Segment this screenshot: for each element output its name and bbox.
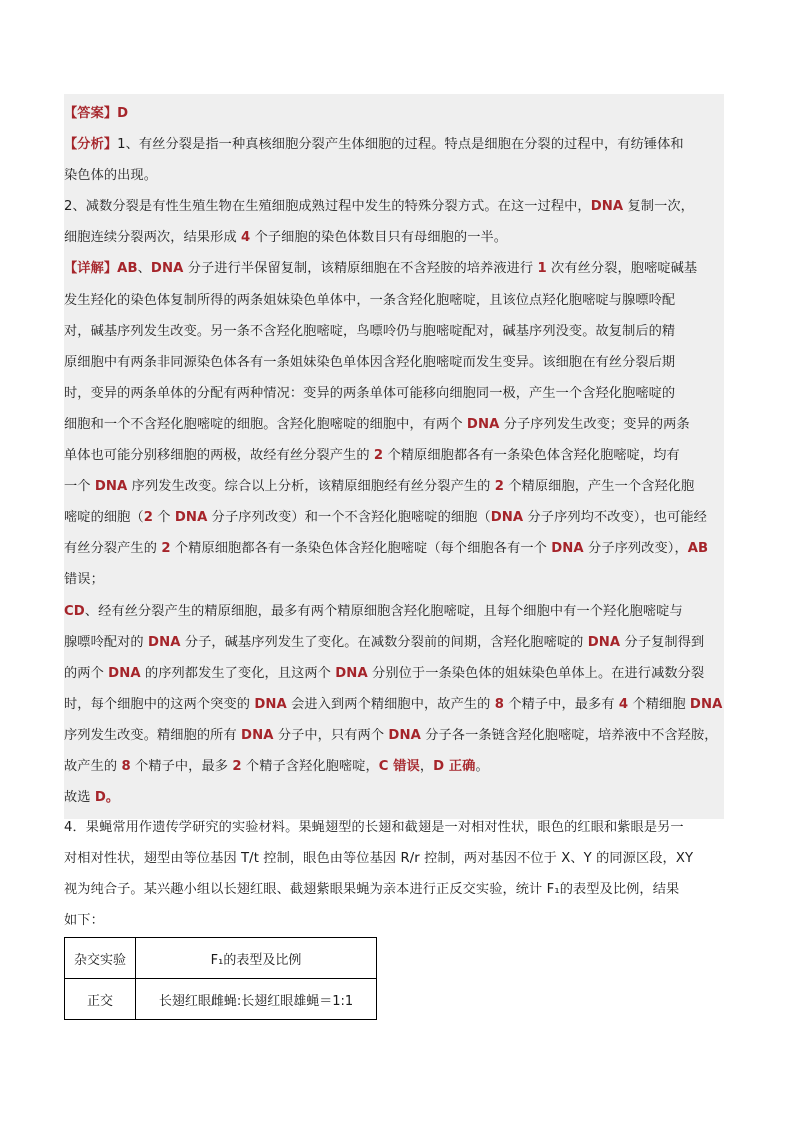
detail-line-8: 一个 DNA 序列发生改变。综合以上分析，该精原细胞经有丝分裂产生的 2 个精原细胞，产生一个含羟化胞 xyxy=(64,479,695,495)
analysis-text-1: 1、有丝分裂是指一种真核细胞分裂产生体细胞的过程。特点是细胞在分裂的过程中，有纺锤体和 xyxy=(117,137,684,153)
answer-line xyxy=(64,98,724,129)
detail-line-12: CD、经有丝分裂产生的精原细胞，最多有两个精原细胞含羟化胞嘧啶，且每个细胞中有一个羟化胞嘧啶与 xyxy=(64,603,683,619)
detail-line-17: 故产生的 8 个精子中，最多 2 个精子含羟化胞嘧啶，C 错误，D 正确。 xyxy=(64,758,489,774)
detail-line-18: 故选 D。 xyxy=(64,790,120,806)
detail-line-5: 时，变异的两条单体的分配有两种情况：变异的两条单体可能移向细胞同一极，产生一个含羟化胞嘧啶的 xyxy=(64,385,676,401)
analysis-text-4a: 细胞连续分裂两次，结果形成 xyxy=(64,230,242,246)
question-4 xyxy=(64,812,744,936)
detail-line-4: 原细胞中有两条非同源染色体各有一条姐妹染色单体因含羟化胞嘧啶而发生变异。该细胞在有丝分裂后期 xyxy=(64,354,676,370)
detail-line-10: 有丝分裂产生的 2 个精原细胞都各有一条染色体含羟化胞嘧啶（每个细胞各有一个 DNA 分子序列改变），AB xyxy=(64,541,709,557)
table-cell: 正交 xyxy=(65,979,136,1020)
detail-line-1 xyxy=(64,253,724,284)
detail-line-16: 序列发生改变。精细胞的所有 DNA 分子中，只有两个 DNA 分子各一条链含羟化胞嘧啶，培养液中不含羟胺， xyxy=(64,727,718,743)
answer-label: 【答案】 xyxy=(64,106,118,121)
question-line-4: 如下： xyxy=(64,913,104,929)
analysis-line-1 xyxy=(64,129,724,160)
table-header-row xyxy=(65,938,377,979)
question-line-3: 视为纯合子。某兴趣小组以长翅红眼、截翅紫眼果蝇为亲本进行正反交实验，统计 F₁的表型及比例，结果 xyxy=(64,882,680,898)
detail-line-3: 对，碱基序列发生改变。另一条不含羟化胞嘧啶，鸟嘌呤仍与胞嘧啶配对，碱基序列没变。故复制后的精 xyxy=(64,323,676,339)
detail-text-1: AB、DNA 分子进行半保留复制，该精原细胞在不含羟胺的培养液进行 1 次有丝分裂，胞嘧啶碱基 xyxy=(117,261,698,277)
table-header-cell: F₁的表型及比例 xyxy=(136,938,377,979)
analysis-text-3b: 复制一次， xyxy=(623,199,694,215)
detail-line-13: 腺嘌呤配对的 DNA 分子，碱基序列发生了变化。在减数分裂前的间期，含羟化胞嘧啶的 DNA 分子复制得到 xyxy=(64,634,705,650)
answer-explanation-block xyxy=(64,94,724,819)
question-line-2: 对相对性状，翅型由等位基因 T/t 控制，眼色由等位基因 R/r 控制，两对基因不位于 X、Y 的同源区段，XY xyxy=(64,851,694,867)
analysis-dna: DNA xyxy=(590,199,624,215)
table-cell: 长翅红眼雌蝇:长翅红眼雄蝇＝1:1 xyxy=(136,979,377,1020)
analysis-line-4 xyxy=(64,222,724,253)
table-row xyxy=(65,979,377,1020)
analysis-num: 4 xyxy=(241,230,251,246)
detail-line-7: 单体也可能分别移细胞的两极，故经有丝分裂产生的 2 个精原细胞都各有一条染色体含羟化胞嘧啶，均有 xyxy=(64,448,680,464)
answer-value: D xyxy=(117,106,129,121)
detail-line-9: 嘧啶的细胞（2 个 DNA 分子序列改变）和一个不含羟化胞嘧啶的细胞（DNA 分子序列均不改变），也可能经 xyxy=(64,510,707,526)
analysis-line-2: 染色体的出现。 xyxy=(64,168,158,184)
detail-line-6: 细胞和一个不含羟化胞嘧啶的细胞。含羟化胞嘧啶的细胞中，有两个 DNA 分子序列发生改变；变异的两条 xyxy=(64,416,690,432)
analysis-line-3 xyxy=(64,191,724,222)
cross-experiment-table xyxy=(64,937,377,1020)
question-line-1: 4．果蝇常用作遗传学研究的实验材料。果蝇翅型的长翅和截翅是一对相对性状，眼色的红眼和紫眼是另一 xyxy=(64,820,684,835)
analysis-text-3a: 2、减数分裂是有性生殖生物在生殖细胞成熟过程中发生的特殊分裂方式。在这一过程中， xyxy=(64,199,591,215)
analysis-label: 【分析】 xyxy=(64,137,118,153)
detail-line-15: 时，每个细胞中的这两个突变的 DNA 会进入到两个精细胞中，故产生的 8 个精子中，最多有 4 个精细胞 DNA xyxy=(64,696,723,712)
detail-line-11: 错误； xyxy=(64,572,104,588)
table-header-cell: 杂交实验 xyxy=(65,938,136,979)
detail-label: 【详解】 xyxy=(64,261,118,277)
detail-line-2: 发生羟化的染色体复制所得的两条姐妹染色单体中，一条含羟化胞嘧啶，且该位点羟化胞嘧啶与腺嘌呤配 xyxy=(64,292,676,308)
detail-line-14: 的两个 DNA 的序列都发生了变化，且这两个 DNA 分别位于一条染色体的姐妹染色单体上。在进行减数分裂 xyxy=(64,665,705,681)
analysis-text-4b: 个子细胞的染色体数目只有母细胞的一半。 xyxy=(250,230,508,246)
